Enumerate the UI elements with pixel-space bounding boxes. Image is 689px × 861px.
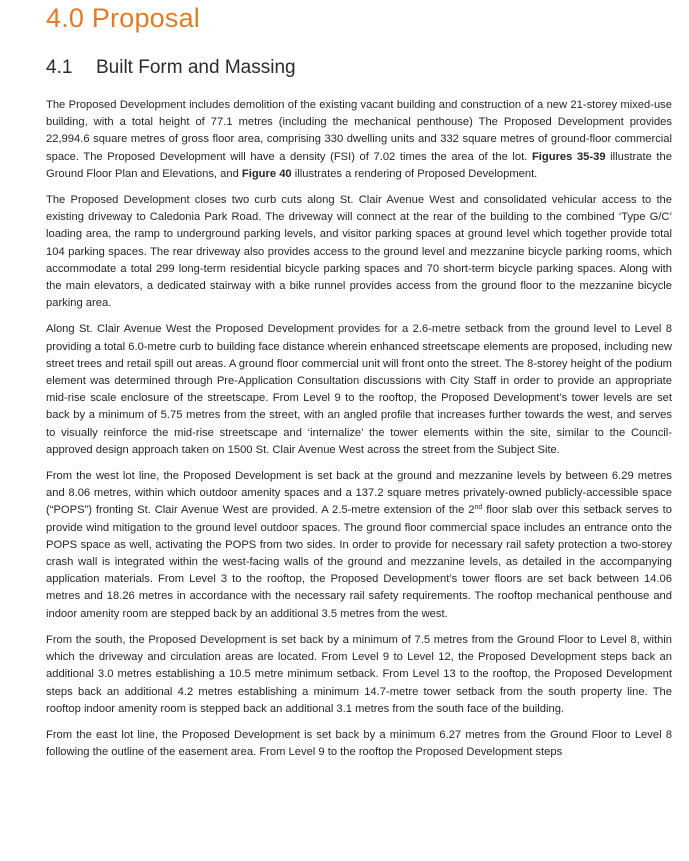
paragraph-4-text-b: floor slab over this setback serves to provide wind mitigation to the ground level outdoor spaces. The ground floor commercial space includes an entrance onto the POPS space as well, activating the POPS from two sides. In order to provide for necessary rail safety protection a two-storey crash wall is integrated within the west-facing walls of the ground and mezzanine levels, as detailed in the accompanying application materials. From Level 3 to the rooftop, the Proposed Development’s tower floors are set back between 14.06 metres and 18.26 metres in accordance with the necessary rail safety requirements. The rooftop mechanical penthouse and indoor amenity room are stepped back by an additional 3.5 metres from the west. [46, 504, 672, 620]
paragraph-1 [46, 97, 672, 183]
paragraph-3: Along St. Clair Avenue West the Proposed Development provides for a 2.6-metre setback from the ground level to Level 8 providing a total 6.0-metre curb to building face distance wherein enhanced streetscape elements are proposed, including new street trees and retail spill out areas. A ground floor commercial unit will front onto the street. The 8-storey height of the podium element was determined through Pre-Application Consultation discussions with City Staff in order to provide an appropriate mid-rise scale enclosure of the streetscape. From Level 9 to the rooftop, the Proposed Development’s tower levels are set back by a minimum of 5.75 metres from the street, with an angled profile that increases further towards the west, and serves to visually reinforce the mid-rise streetscape and ‘internalize’ the tower elements within the site, similar to the Council-approved design approach taken on 1500 St. Clair Avenue West across the street from the Subject Site. [46, 323, 672, 456]
paragraph-4-text-a: From the west lot line, the Proposed Development is set back at the ground and mezzanine levels by between 6.29 metres and 8.06 metres, within which outdoor amenity spaces and a 137.2 square metres privately-owned publicly-accessible space (“POPS”) fronting St. Clair Avenue West are provided. A 2.5-metre extension of the 2 [46, 470, 672, 517]
subsection-number: 4.1 [46, 57, 73, 78]
section-heading: 4.0 Proposal [46, 3, 200, 33]
figure-reference-40: Figure 40 [241, 167, 292, 180]
ordinal-superscript: nd [474, 504, 483, 512]
paragraph-5: From the south, the Proposed Development is set back by a minimum of 7.5 metres from the Ground Floor to Level 8, within which the driveway and circulation areas are located. From Level 9 to Level 12, the Proposed Development steps back an additional 3.0 metres establishing a 10.5 metre minimum setback. From Level 13 to the rooftop, the Proposed Development steps back an additional 4.2 metres establishing a minimum 14.7-metre tower setback from the south property line. The rooftop indoor amenity room is stepped back an additional 3.1 metres from the south face of the building. [46, 633, 672, 715]
subsection-title: Built Form and Massing [96, 57, 296, 78]
paragraph-1-text-d: illustrates a rendering of Proposed Development. [291, 167, 538, 180]
paragraph-4 [46, 468, 672, 623]
subsection-heading [46, 57, 296, 79]
paragraph-2: The Proposed Development closes two curb cuts along St. Clair Avenue West and consolidated vehicular access to the existing driveway to Caledonia Park Road. The driveway will connect at the rear of the building to the combined ‘Type G/C’ loading area, the ramp to underground parking levels, and visitor parking spaces at ground level which together provide total 104 parking spaces. The rear driveway also provides access to the ground level and mezzanine bicycle parking rooms, which accommodate a total 299 long-term residential bicycle parking spaces and 70 short-term bicycle parking spaces. Along with the main elevators, a dedicated stairway with a bike runnel provides access from the ground floor to the mezzanine bicycle parking area. [46, 194, 672, 310]
paragraph-1-text-c: illustrate the Ground Floor Plan and Elevations, and [46, 150, 672, 180]
figure-reference-35-39: Figures 35-39 [531, 150, 606, 163]
body-text [46, 97, 672, 770]
paragraph-1-text-a: The Proposed Development includes demolition of the existing vacant building and construction of a new 21-storey mixed-use building, with a total height of 77.1 metres (including the mechanical penthouse) The Proposed Development provides 22,994.6 square metres of gross floor area, comprising 330 dwelling units and 332 square metres of ground-floor commercial space. The Proposed Development will have a density (FSI) of 7.02 times the area of the lot. [46, 99, 672, 163]
paragraph-6: From the east lot line, the Proposed Development is set back by a minimum 6.27 metres from the Ground Floor to Level 8 following the outline of the easement area. From Level 9 to the rooftop the Proposed Development steps [46, 728, 672, 759]
